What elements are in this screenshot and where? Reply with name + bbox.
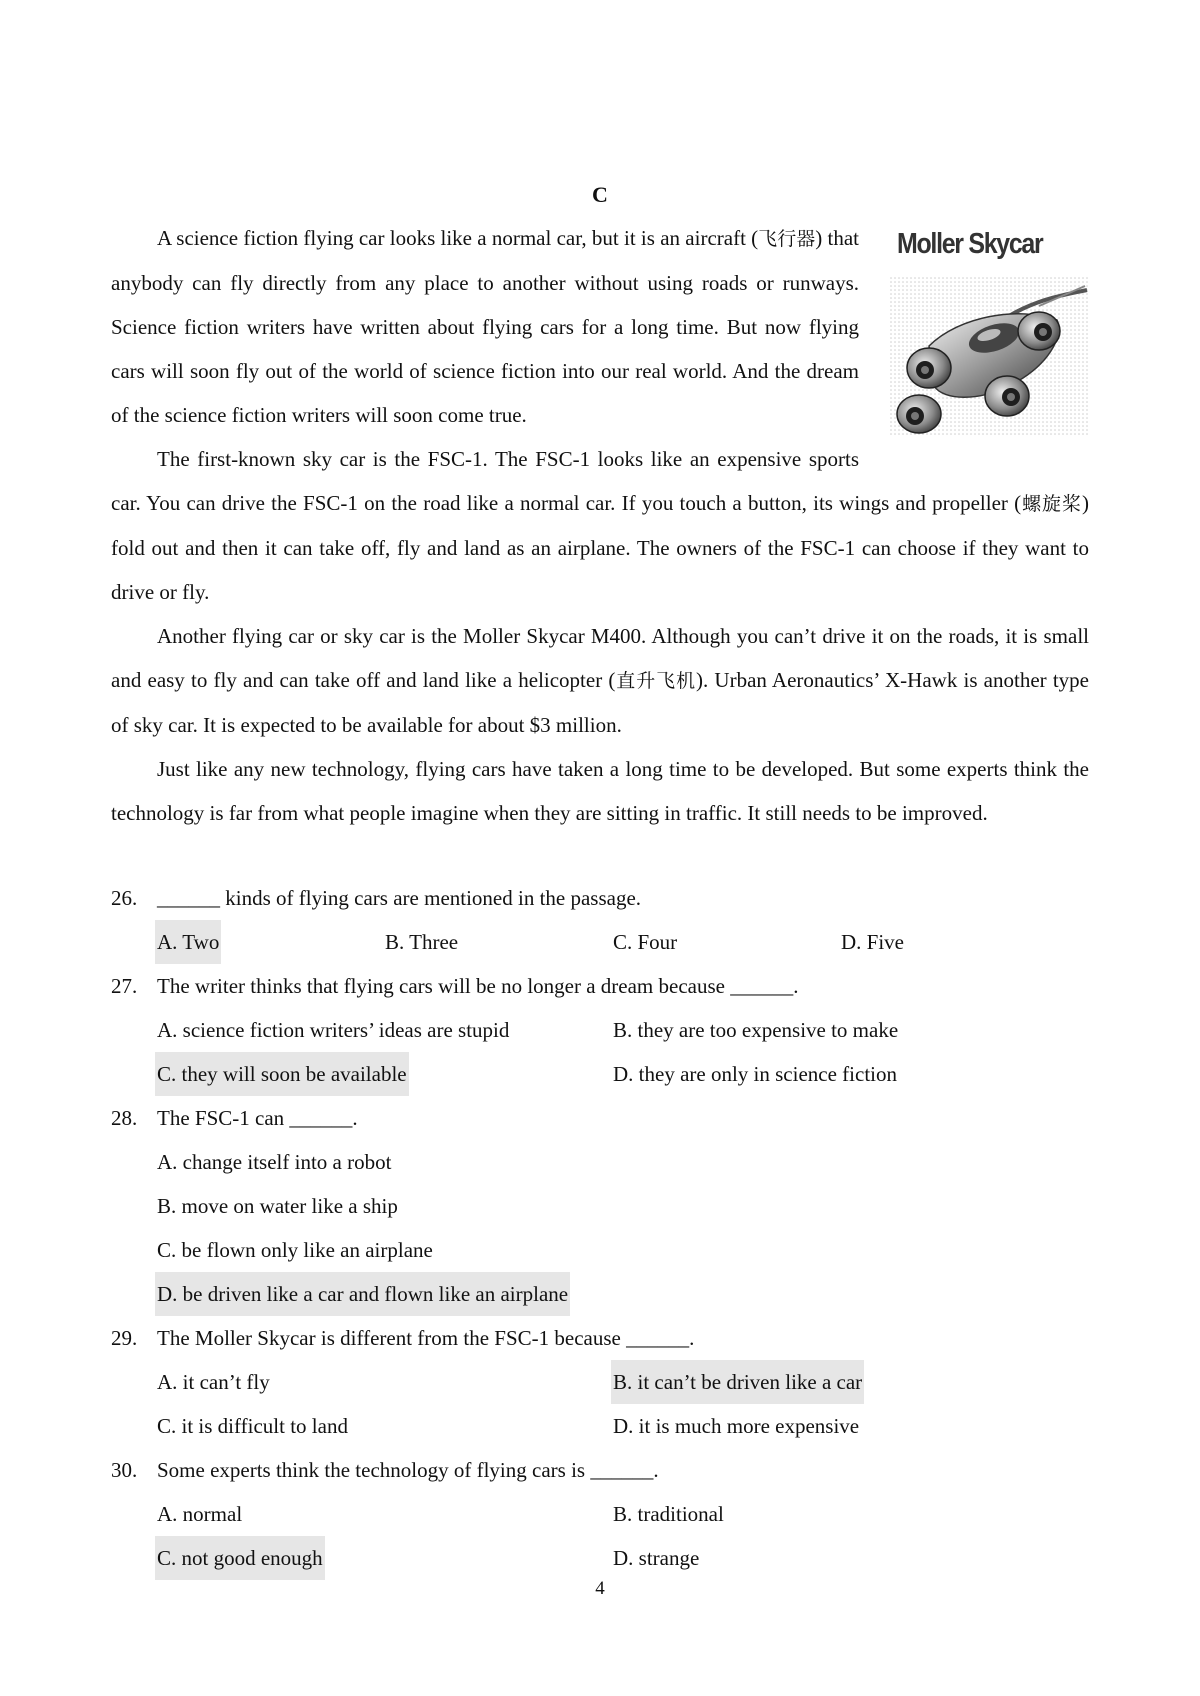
options-row — [111, 1404, 1089, 1448]
option-c[interactable]: C. not good enough — [155, 1536, 325, 1580]
p3-text-2: ). Urban Aeronautics’ X-Hawk is another type of sky car. It is expected to be available for about $3 million. — [111, 668, 1089, 737]
section-letter: C — [592, 182, 608, 207]
p1-chinese-gloss: 飞行器 — [758, 228, 816, 250]
option-b[interactable]: B. traditional — [613, 1502, 724, 1526]
question-stem: The Moller Skycar is different from the FSC-1 because ______. — [157, 1326, 695, 1350]
p1-text-2: ) that anybody can fly directly from any place to another without using roads or runways. Science fiction writers have written about flying cars for a long time. But now flying cars will soon fly out of the world of science fiction into our real world. And the dream of the science fiction writers will soon come true. — [111, 226, 859, 427]
options-row — [111, 1360, 1089, 1404]
p1-text-1: A science fiction flying car looks like a normal car, but it is an aircraft ( — [157, 226, 759, 250]
questions-section — [111, 876, 1089, 1580]
option-d[interactable]: D. they are only in science fiction — [613, 1062, 897, 1086]
options-row — [111, 1492, 1089, 1536]
question-number: 28. — [111, 1106, 138, 1130]
option-a[interactable]: A. science fiction writers’ ideas are stupid — [157, 1018, 510, 1042]
figure-container — [889, 218, 1089, 438]
option-c[interactable]: C. Four — [613, 930, 678, 954]
question-number: 30. — [111, 1458, 138, 1482]
flying-car-icon — [889, 276, 1089, 436]
option-d[interactable]: D. Five — [841, 930, 904, 954]
question-28 — [111, 1096, 1089, 1140]
question-number: 29. — [111, 1326, 138, 1350]
p3-chinese-gloss: 直升飞机 — [615, 670, 697, 692]
option-b[interactable]: B. it can’t be driven like a car — [611, 1360, 864, 1404]
reading-passage — [111, 216, 1089, 835]
p3-text-1: Another flying car or sky car is the Moller Skycar M400. Although you can’t drive it on the roads, it is small and easy to fly and can take off and land like a helicopter ( — [111, 624, 1089, 692]
options-row — [111, 1140, 1089, 1184]
option-a[interactable]: A. change itself into a robot — [157, 1150, 392, 1174]
options-row — [111, 1536, 1089, 1580]
moller-skycar-figure — [889, 218, 1089, 438]
options-row — [111, 1184, 1089, 1228]
question-29 — [111, 1316, 1089, 1360]
p2-text-2: ) fold out and then it can take off, fly and land as an airplane. The owners of the FSC-1 can choose if they want to drive or fly. — [111, 491, 1089, 604]
option-a[interactable]: A. Two — [155, 920, 221, 964]
option-d[interactable]: D. be driven like a car and flown like an airplane — [155, 1272, 570, 1316]
question-stem: The FSC-1 can ______. — [157, 1106, 358, 1130]
option-a[interactable]: A. it can’t fly — [157, 1370, 270, 1394]
question-number: 27. — [111, 974, 138, 998]
question-number: 26. — [111, 886, 138, 910]
p2-text-1: The first-known sky car is the FSC-1. The FSC-1 looks like an expensive sports car. You can drive the FSC-1 on the road like a normal car. If you touch a button, its wings and propeller ( — [111, 447, 1022, 515]
option-b[interactable]: B. Three — [385, 930, 459, 954]
options-row — [111, 1228, 1089, 1272]
question-26 — [111, 876, 1089, 920]
option-a[interactable]: A. normal — [157, 1502, 243, 1526]
page-number: 4 — [595, 1578, 605, 1599]
options-row — [111, 1008, 1089, 1052]
question-stem: Some experts think the technology of flying cars is ______. — [157, 1458, 659, 1482]
option-c[interactable]: C. they will soon be available — [155, 1052, 409, 1096]
options-row — [111, 1052, 1089, 1096]
question-stem: The writer thinks that flying cars will be no longer a dream because ______. — [157, 974, 799, 998]
option-b[interactable]: B. move on water like a ship — [157, 1194, 398, 1218]
option-d[interactable]: D. it is much more expensive — [613, 1414, 860, 1438]
passage-paragraph-4: Just like any new technology, flying cars have taken a long time to be developed. But some experts think the technology is far from what people imagine when they are sitting in traffic. It still needs to be improved. — [111, 757, 1089, 825]
option-c[interactable]: C. it is difficult to land — [157, 1414, 348, 1438]
option-b[interactable]: B. they are too expensive to make — [613, 1018, 899, 1042]
option-c[interactable]: C. be flown only like an airplane — [157, 1238, 433, 1262]
question-27 — [111, 964, 1089, 1008]
options-row — [111, 1272, 1089, 1316]
passage-paragraph-2 — [111, 437, 1089, 614]
options-row — [111, 920, 1089, 964]
passage-paragraph-3 — [111, 614, 1089, 747]
figure-title: Moller Skycar — [897, 228, 1043, 260]
option-d[interactable]: D. strange — [613, 1546, 700, 1570]
question-stem: ______ kinds of flying cars are mentioned in the passage. — [157, 886, 642, 910]
question-30 — [111, 1448, 1089, 1492]
p2-chinese-gloss: 螺旋桨 — [1021, 493, 1082, 515]
